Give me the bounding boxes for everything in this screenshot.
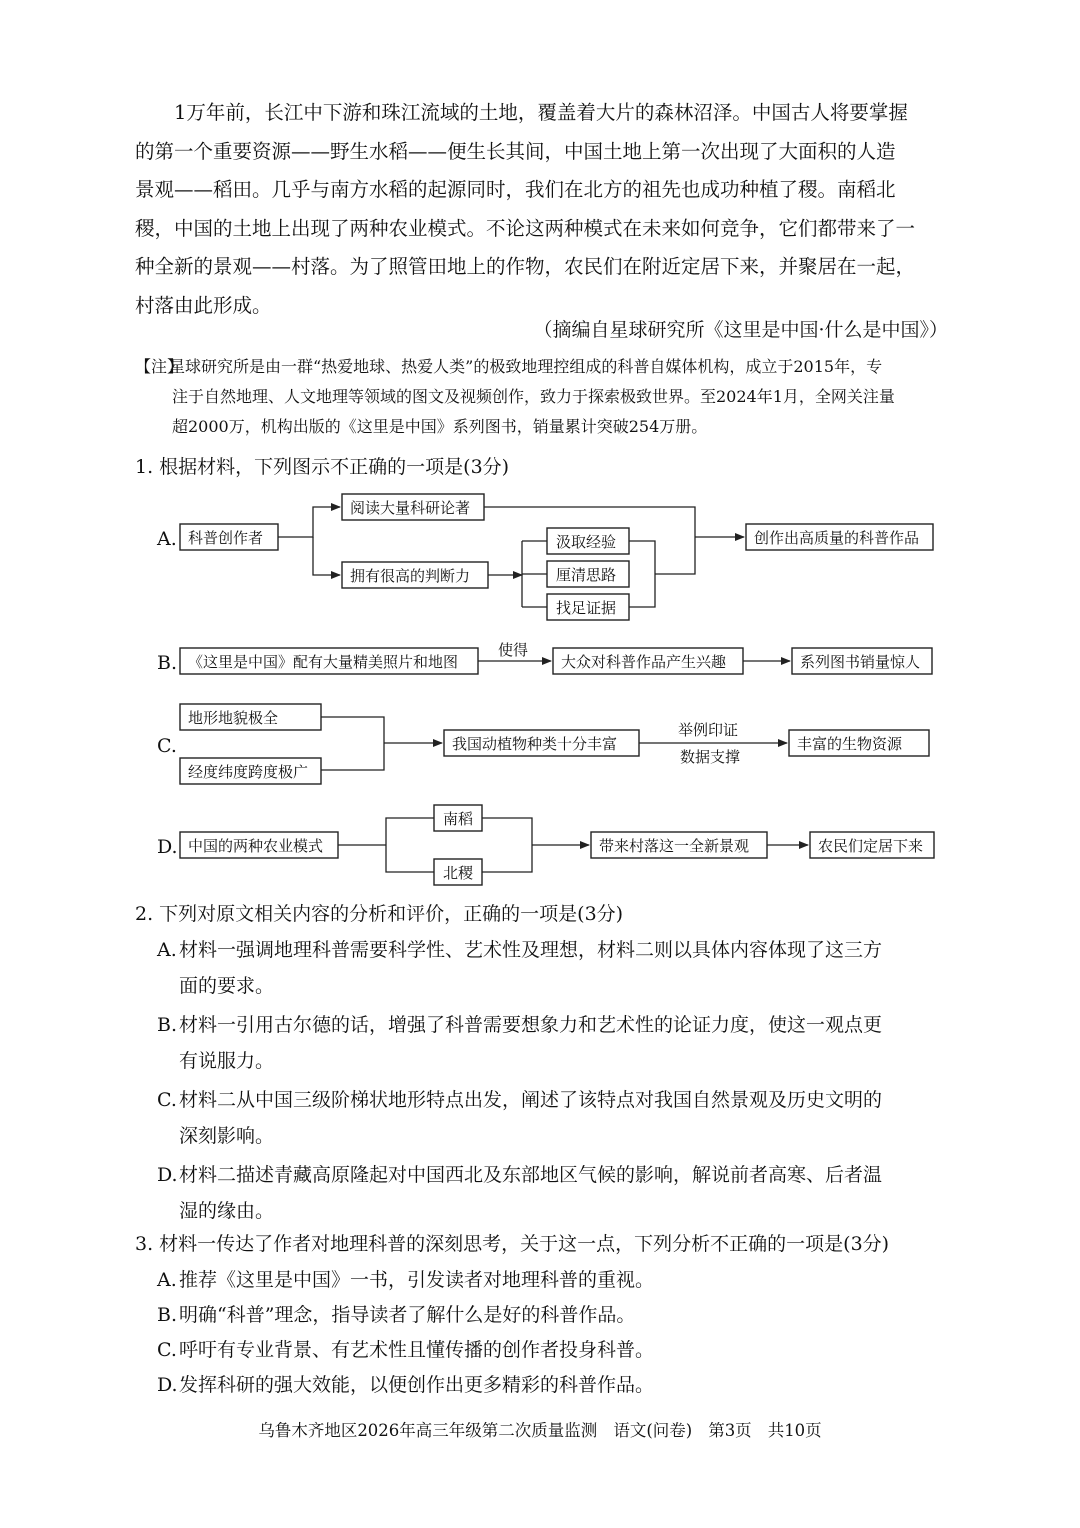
passage-line: 稷，中国的土地上出现了两种农业模式。不论这两种模式在未来如何竞争，它们都带来了一 (135, 216, 916, 240)
d-bottom-text: 北稷 (443, 864, 474, 882)
note-line: 超2000万，机构出版的《这里是中国》系列图书，销量累计突破254万册。 (172, 417, 708, 436)
passage-line: 的第一个重要资源——野生水稻——便生长其间，中国土地上第一次出现了大面积的人造 (135, 139, 896, 163)
question-3-option[interactable] (157, 1367, 952, 1403)
question-3-stem: 3. 材料一传达了作者对地理科普的深刻思考，关于这一点，下列分析不正确的一项是(3分) (135, 1233, 890, 1255)
footer-total-pages: 共10页 (767, 1421, 822, 1440)
option-text: 推荐《这里是中国》一书，引发读者对地理科普的重视。 (179, 1269, 655, 1291)
passage-line: 1万年前，长江中下游和珠江流域的土地，覆盖着大片的森林沼泽。中国古人将要掌握 (174, 101, 908, 124)
question-2-option[interactable] (157, 1082, 952, 1154)
option-text-cont: 湿的缘由。 (179, 1200, 275, 1222)
note-line: 星球研究所是由一群“热爱地球、热爱人类”的极致地理控组成的科普自媒体机构，成立于2015年，专 (169, 357, 883, 376)
d-bracket-left (338, 818, 434, 872)
option-a-label: A. (157, 528, 177, 550)
a-sub1-text: 汲取经验 (556, 533, 617, 551)
question-3-option[interactable] (157, 1332, 952, 1368)
a-bracket-ticks (522, 541, 547, 607)
d-start-text: 中国的两种农业模式 (188, 837, 324, 855)
option-text-cont: 有说服力。 (179, 1050, 275, 1072)
b-mid-text: 大众对科普作品产生兴趣 (561, 653, 727, 671)
note-line: 注于自然地理、人文地理等领域的图文及视频创作，致力于探索极致世界。至2024年1月，全网关注量 (172, 387, 895, 406)
option-text-cont: 深刻影响。 (179, 1125, 275, 1147)
question-2-option[interactable] (157, 1007, 952, 1079)
option-label: A. (157, 939, 177, 961)
option-text: 明确“科普”理念，指导读者了解什么是好的科普作品。 (179, 1304, 636, 1326)
question-2-stem: 2. 下列对原文相关内容的分析和评价，正确的一项是(3分) (135, 903, 624, 925)
page-footer (0, 1417, 1080, 1441)
c-end-text: 丰富的生物资源 (797, 735, 903, 753)
c-bottom-text: 经度纬度跨度极广 (188, 763, 309, 781)
c-mid-text: 我国动植物种类十分丰富 (452, 735, 618, 753)
option-text: 材料一强调地理科普需要科学性、艺术性及理想，材料二则以具体内容体现了这三方 (179, 939, 883, 961)
option-text: 材料二从中国三级阶梯状地形特点出发，阐述了该特点对我国自然景观及历史文明的 (179, 1089, 883, 1111)
c-top-text: 地形地貌极全 (188, 709, 279, 727)
d-top-text: 南稻 (443, 810, 474, 828)
question-2-option[interactable] (157, 932, 952, 1004)
passage-line: 景观——稻田。几乎与南方水稻的起源同时，我们在北方的祖先也成功种植了稷。南稻北 (135, 178, 896, 201)
option-text-cont: 面的要求。 (179, 975, 275, 997)
a-arrow-top (278, 507, 340, 537)
question-3-option[interactable] (157, 1297, 952, 1333)
a-bracket-right (629, 541, 655, 607)
c-arrow-label-bottom: 数据支撑 (680, 748, 741, 766)
a-top-text: 阅读大量科研论著 (350, 499, 471, 517)
d-mid-text: 带来村落这一全新景观 (599, 837, 750, 855)
option-b-label: B. (157, 652, 178, 674)
option-text: 材料二描述青藏高原隆起对中国西北及东部地区气候的影响，解说前者高寒、后者温 (179, 1164, 883, 1186)
c-arrow-label-top: 举例印证 (678, 721, 739, 739)
a-bottom-text: 拥有很高的判断力 (350, 567, 471, 585)
option-label: B. (157, 1014, 178, 1036)
passage-source: （摘编自星球研究所《这里是中国·什么是中国》） (533, 319, 948, 341)
option-label: D. (157, 1374, 178, 1396)
option-label: A. (157, 1269, 177, 1291)
footer-subject: 语文(问卷) (613, 1421, 693, 1440)
question-2-option[interactable] (157, 1157, 952, 1229)
b-arrow-label: 使得 (498, 641, 529, 659)
a-result-text: 创作出高质量的科普作品 (754, 529, 920, 547)
option-label: D. (157, 1164, 178, 1186)
option-c-label: C. (157, 735, 177, 757)
b-start-text: 《这里是中国》配有大量精美照片和地图 (188, 653, 459, 671)
option-label: B. (157, 1304, 178, 1326)
question-1-stem: 1. 根据材料，下列图示不正确的一项是(3分) (135, 456, 510, 478)
option-text: 发挥科研的强大效能，以便创作出更多精彩的科普作品。 (179, 1374, 655, 1396)
note-tag: 【注】 (135, 357, 184, 376)
a-arrow-bottom (313, 537, 340, 575)
question-3-option[interactable] (157, 1262, 952, 1298)
a-sub2-text: 厘清思路 (556, 566, 617, 584)
d-bracket-right (482, 818, 532, 872)
passage-line: 种全新的景观——村落。为了照管田地上的作物，农民们在附近定居下来，并聚居在一起， (135, 255, 916, 278)
d-end-text: 农民们定居下来 (818, 837, 924, 855)
option-label: C. (157, 1089, 177, 1111)
option-d-label: D. (157, 836, 178, 858)
option-label: C. (157, 1339, 177, 1361)
c-bracket (321, 717, 384, 770)
footer-page-number: 第3页 (708, 1421, 752, 1440)
passage-line: 村落由此形成。 (135, 293, 272, 317)
a-sub3-text: 找足证据 (556, 599, 617, 617)
option-text: 呼吁有专业背景、有艺术性且懂传播的创作者投身科普。 (179, 1339, 655, 1361)
b-end-text: 系列图书销量惊人 (800, 653, 921, 671)
option-text: 材料一引用古尔德的话，增强了科普需要想象力和艺术性的论证力度，使这一观点更 (179, 1014, 883, 1036)
footer-exam-title: 乌鲁木齐地区2026年高三年级第二次质量监测 (258, 1421, 598, 1440)
a-start-text: 科普创作者 (188, 529, 264, 547)
